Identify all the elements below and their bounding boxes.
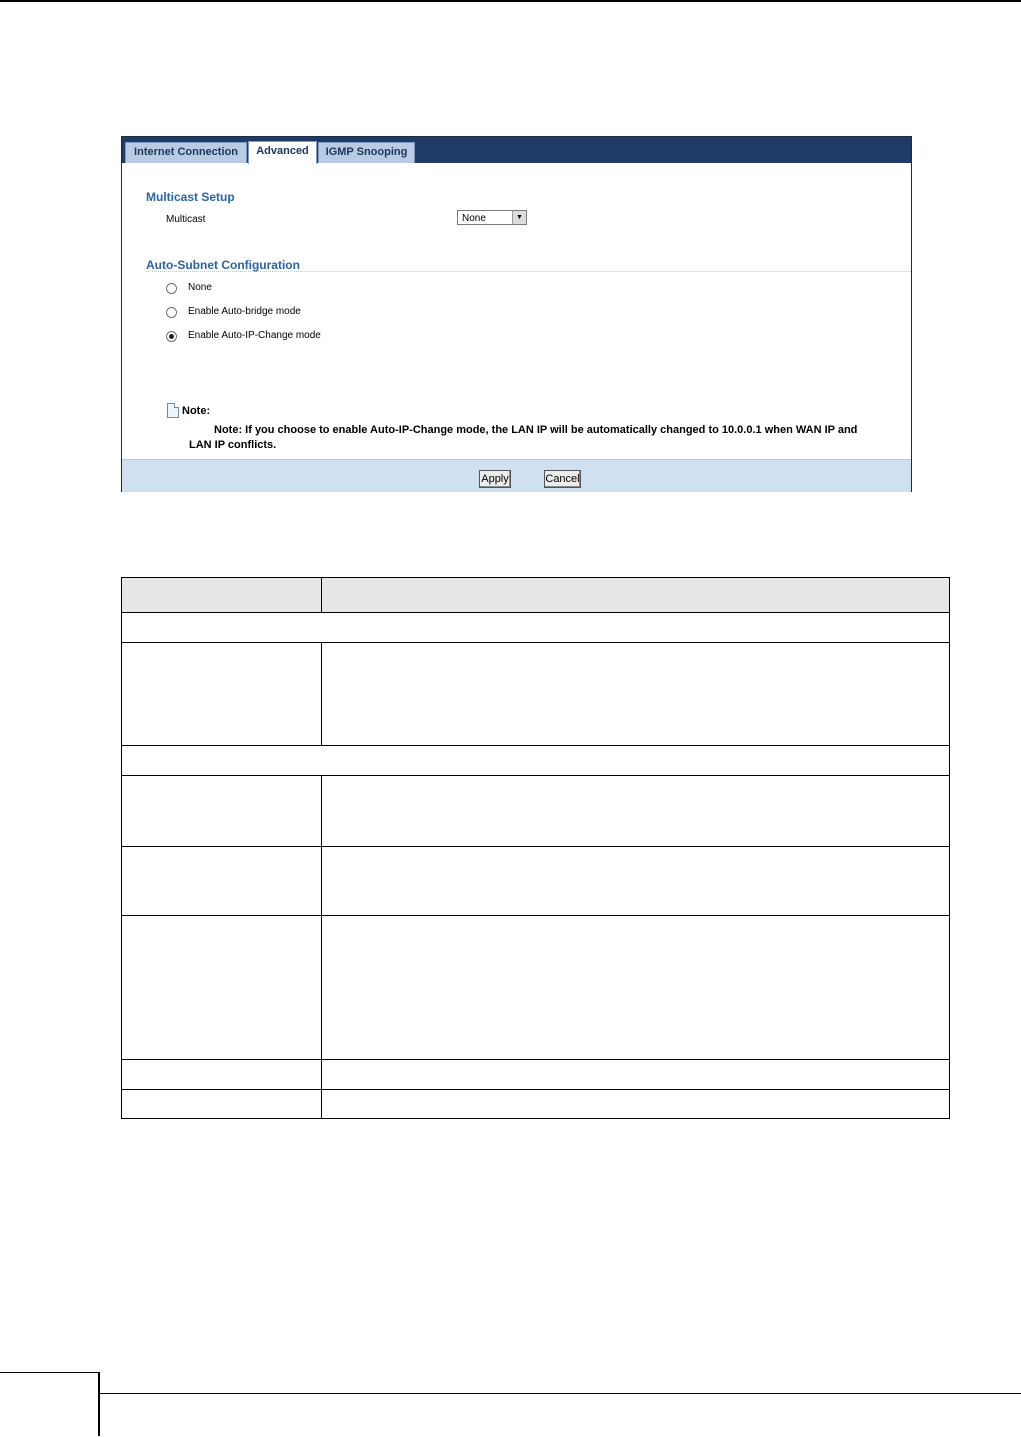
radio-button-selected[interactable] <box>166 331 177 342</box>
table-row <box>122 1090 950 1119</box>
chevron-down-icon[interactable]: ▼ <box>512 211 526 224</box>
page-top-rule <box>0 0 1021 2</box>
tab-internet-connection[interactable]: Internet Connection <box>125 142 247 163</box>
table-section-row <box>122 746 950 776</box>
table-cell <box>122 1060 322 1090</box>
table-cell <box>122 613 950 643</box>
table-row <box>122 847 950 916</box>
field-description-table <box>121 577 950 1119</box>
note-text: Note: If you choose to enable Auto-IP-Change mode, the LAN IP will be automatically changed to 10.0.0.1 when WAN IP and LAN IP conflicts. <box>189 424 858 451</box>
radio-button[interactable] <box>166 307 177 318</box>
radio-button[interactable] <box>166 283 177 294</box>
table-cell <box>122 776 322 847</box>
button-bar <box>122 459 911 492</box>
note-document-icon <box>167 403 179 418</box>
multicast-setup-title: Multicast Setup <box>146 190 235 204</box>
table-cell <box>122 643 322 746</box>
tab-advanced[interactable]: Advanced <box>248 141 317 164</box>
table-row <box>122 776 950 847</box>
table-header-cell <box>322 578 950 613</box>
table-cell <box>122 746 950 776</box>
radio-dot <box>169 334 174 339</box>
radio-label: Enable Auto-IP-Change mode <box>188 330 321 341</box>
table-header-row <box>122 578 950 613</box>
table-cell <box>322 916 950 1060</box>
cancel-button[interactable]: Cancel <box>544 470 581 488</box>
page-bottom-rule <box>100 1393 1021 1394</box>
tab-igmp-snooping[interactable]: IGMP Snooping <box>318 142 415 163</box>
table-cell <box>122 1090 322 1119</box>
table-cell <box>322 643 950 746</box>
radio-label: None <box>188 282 212 293</box>
multicast-select-value: None <box>462 213 486 224</box>
table-cell <box>122 916 322 1060</box>
page-number-box <box>0 1372 100 1436</box>
radio-label: Enable Auto-bridge mode <box>188 306 301 317</box>
tab-bar <box>122 137 911 163</box>
table-cell <box>322 1090 950 1119</box>
table-header-cell <box>122 578 322 613</box>
note-title: Note: <box>182 405 211 417</box>
table-cell <box>322 1060 950 1090</box>
panel-content <box>122 163 911 459</box>
auto-subnet-title: Auto-Subnet Configuration <box>146 258 300 272</box>
table-row <box>122 643 950 746</box>
table-row <box>122 916 950 1060</box>
multicast-select[interactable] <box>457 210 527 225</box>
table-cell <box>322 847 950 916</box>
table-row <box>122 1060 950 1090</box>
multicast-label: Multicast <box>166 214 206 225</box>
advanced-settings-panel <box>121 136 912 492</box>
table-cell <box>322 776 950 847</box>
table-section-row <box>122 613 950 643</box>
table-cell <box>122 847 322 916</box>
apply-button[interactable]: Apply <box>479 470 511 488</box>
